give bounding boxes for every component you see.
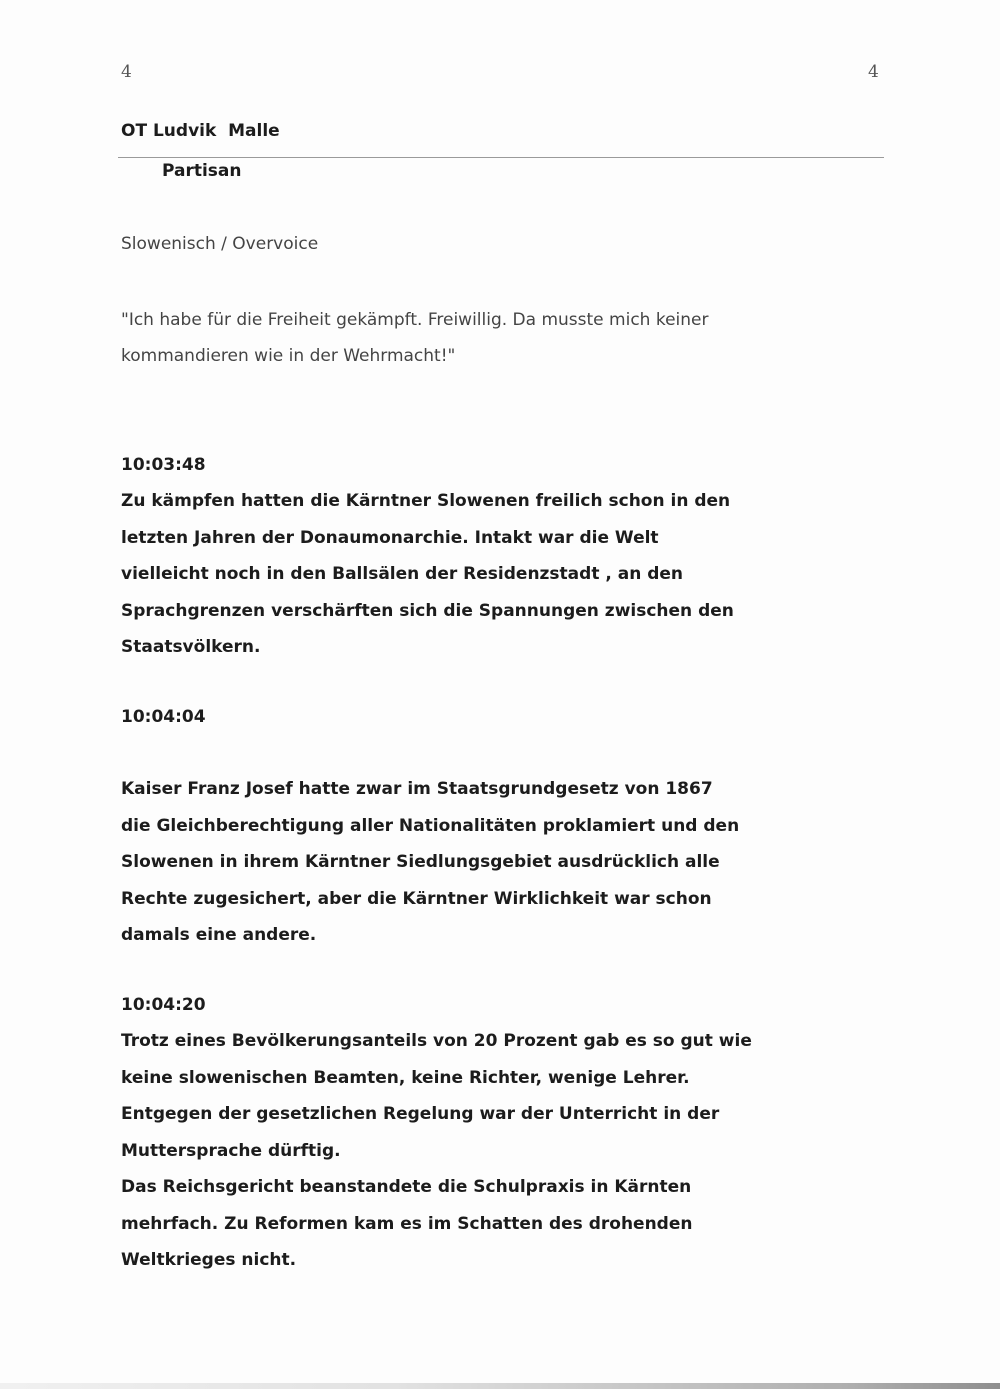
section-3 bbox=[121, 987, 881, 1279]
quote-text: "Ich habe für die Freiheit gekämpft. Freiwillig. Da musste mich keiner kommandieren wie in der Wehrmacht!" bbox=[121, 310, 709, 366]
scan-edge bbox=[0, 1383, 1000, 1389]
speaker-name: OT Ludvik Malle bbox=[121, 121, 280, 141]
speaker-role: Partisan bbox=[162, 161, 242, 181]
section-2 bbox=[121, 699, 881, 954]
page-number-right: 4 bbox=[868, 62, 879, 82]
timecode: 10:04:04 bbox=[121, 707, 206, 727]
section-1 bbox=[121, 447, 881, 666]
page-number-left: 4 bbox=[121, 62, 132, 82]
section-text: Kaiser Franz Josef hatte zwar im Staatsgrundgesetz von 1867 die Gleichberechtigung aller Nationalitäten proklamiert und den Slowenen in ihrem Kärntner Siedlungsgebiet ausdrücklich alle Rechte zugesichert, aber die Kärntner Wirklichkeit war schon damals eine andere. bbox=[121, 779, 740, 945]
timecode: 10:04:20 bbox=[121, 995, 206, 1015]
section-text: Zu kämpfen hatten die Kärntner Slowenen freilich schon in den letzten Jahren der Donaumonarchie. Intakt war die Welt vielleicht noch in den Ballsälen der Residenzstadt , an den Sprachgrenzen verschärften sich die Spannungen zwischen den Staatsvölkern. bbox=[121, 491, 734, 657]
language-note: Slowenisch / Overvoice bbox=[121, 234, 319, 254]
section-text: Trotz eines Bevölkerungsanteils von 20 Prozent gab es so gut wie keine slowenischen Beamten, keine Richter, wenige Lehrer. Entgegen der gesetzlichen Regelung war der Unterricht in der Muttersprache dürftig. Das Reichsgericht beanstandete die Schulpraxis in Kärnten mehrfach. Zu Reformen kam es im Schatten des drohenden Weltkrieges nicht. bbox=[121, 1031, 752, 1270]
timecode: 10:03:48 bbox=[121, 455, 206, 475]
header-divider bbox=[118, 157, 884, 158]
